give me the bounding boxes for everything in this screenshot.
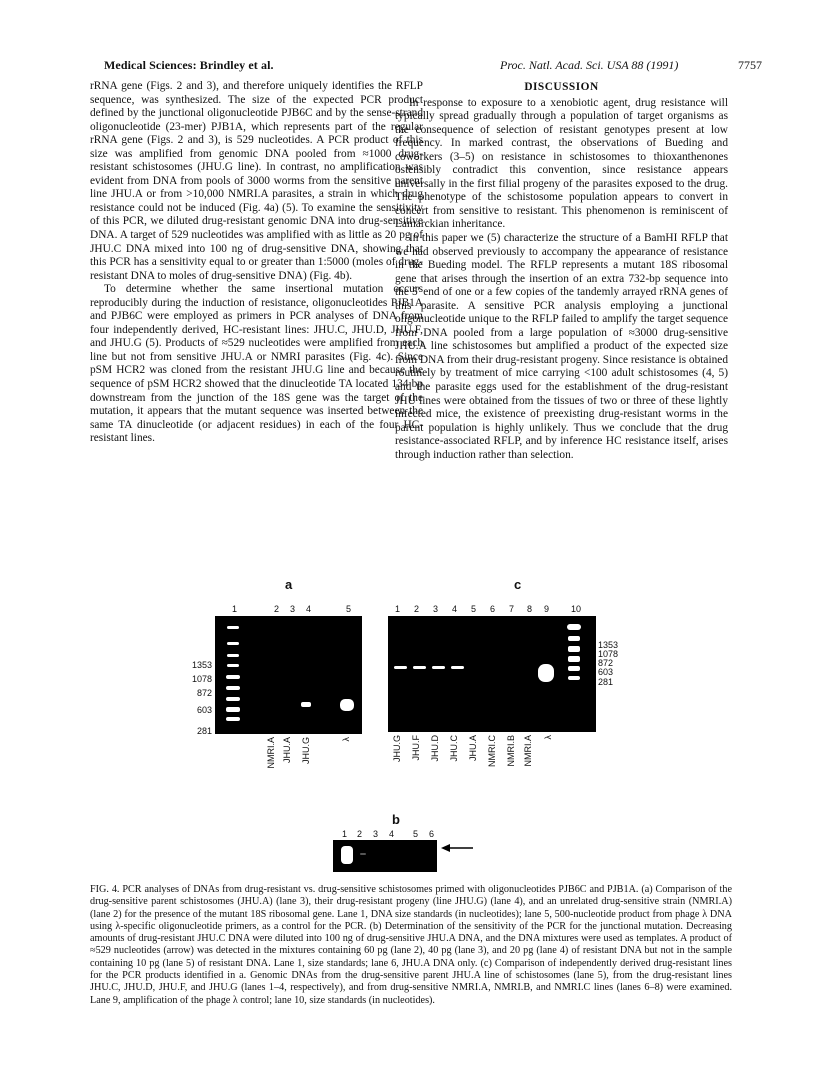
- gel-band: [432, 666, 445, 669]
- arrow-icon: [441, 842, 475, 854]
- gel-band: [567, 624, 581, 630]
- gel-band: [227, 654, 239, 657]
- ladder-label: 1078: [598, 649, 619, 659]
- panel-a-sample-labels: [222, 737, 372, 797]
- lane-number: 5: [471, 604, 477, 614]
- lane-number: 4: [389, 829, 395, 839]
- gel-band: [340, 699, 354, 711]
- gel-band: [451, 666, 464, 669]
- panel-c-lane-numbers: [393, 604, 613, 616]
- lane-number: 7: [509, 604, 515, 614]
- gel-band: [227, 664, 239, 667]
- sample-label: JHU.A: [468, 735, 478, 762]
- lane-number: 4: [452, 604, 458, 614]
- panel-a-label: a: [285, 577, 293, 592]
- panel-b-label: b: [392, 812, 400, 827]
- panel-a-size-ladder: [168, 660, 212, 740]
- sample-label: JHU.F: [411, 735, 421, 761]
- ladder-label: 281: [196, 726, 212, 736]
- ladder-label: 1353: [598, 640, 619, 650]
- gel-band: [413, 666, 426, 669]
- gel-image-c: [388, 616, 596, 732]
- panel-c-size-ladder: [598, 640, 648, 690]
- gel-band: [568, 656, 580, 662]
- gel-band: [226, 717, 240, 721]
- ladder-label: 281: [598, 677, 614, 687]
- figure-caption: FIG. 4. PCR analyses of DNAs from drug-resistant vs. drug-sensitive schistosomes primed with oligonucleotides PJB6C and PJB1A. (a) Comparison of the drug-sensitive parent schistosomes (JHU.A) (lane 3), their drug-resistant progeny (line JHU.G) (lane 4), and an unrelated drug-sensitive strain (NMRI.A) (lane 2) for the presence of the mutant 18S ribosomal gene. Lane 1, DNA size standards (in nucleotides); lane 5, 500-nucleotide product from phage λ DNA using λ-specific oligonucleotide primers, as a control for the PCR. (b) Determination of the sensitivity of the PCR for the junctional mutation. Decreasing amounts of drug-resistant JHU.C DNA were diluted into 100 ng of drug-sensitive JHU.A DNA, and the DNA mixtures were used as templates. A product of ≈529 nucleotides (arrow) was detected in the mixtures containing 60 pg (lane 2), 40 pg (lane 3), and 20 pg (lane 4) of resistant DNA but not in the sample containing 10 pg (lane 5) of resistant DNA. Lane 1, size standards; lane 6, JHU.A DNA only. (c) Comparison of independently derived drug-resistant lines for the PCR products identified in a. Genomic DNAs from the drug-sensitive parent JHU.A line of schistosomes (lane 5), from the drug-resistant lines JHU.C, JHU.D, JHU.F, and JHU.G (lanes 1–4, respectively), and from drug-sensitive NMRI.A, NMRI.B, and NMRI.C lines (lanes 6–8) were examined. Lane 9, amplification of the phage λ control; lane 10, size standards (in nucleotides).: [90, 884, 732, 1006]
- ladder-label: 872: [598, 658, 614, 668]
- gel-band: [568, 646, 580, 652]
- page-number: 7757: [738, 58, 762, 72]
- gel-band: [394, 666, 407, 669]
- panel-c-sample-labels: [390, 735, 590, 797]
- ladder-label: 1078: [191, 674, 212, 684]
- sample-label: JHU.G: [301, 737, 311, 764]
- sample-label: JHU.C: [449, 735, 459, 762]
- gel-band: [226, 686, 240, 690]
- running-header-section: Medical Sciences: Brindley et al.: [104, 58, 274, 72]
- lane-number: 1: [232, 604, 238, 614]
- ladder-label: 603: [196, 705, 212, 715]
- lane-number: 2: [357, 829, 363, 839]
- lane-number: 10: [571, 604, 582, 614]
- sample-label: JHU.A: [282, 737, 292, 764]
- lane-number: 5: [346, 604, 352, 614]
- sample-label: NMRI.C: [487, 735, 497, 767]
- lane-number: 1: [395, 604, 401, 614]
- gel-band: [341, 846, 353, 864]
- sample-label: λ: [341, 737, 351, 742]
- journal-citation: Proc. Natl. Acad. Sci. USA 88 (1991): [500, 58, 679, 72]
- lane-number: 6: [490, 604, 496, 614]
- lane-number: 4: [306, 604, 312, 614]
- sample-label: NMRI.A: [523, 735, 533, 767]
- gel-band: [301, 702, 311, 707]
- lane-number: 3: [290, 604, 296, 614]
- right-paragraph-1: In response to exposure to a xenobiotic agent, drug resistance will typically spread gradually through a population of target organisms as the consequence of selection of resistant genotypes present at low frequency. In marked contrast, the observations of Bueding and coworkers (3–5) on resistance in schistosomes to thioxanthenones ostensibly contradict this convention, since resistance appears universally in the first filial progeny of the parasites exposed to the drug. The phenotype of the schistosome population appears to convert in concert from sensitive to resistant. This phenomenon is reminiscent of Lamarckian inheritance.: [395, 96, 728, 231]
- gel-band: [568, 666, 580, 671]
- discussion-heading: DISCUSSION: [524, 81, 599, 93]
- gel-band: [360, 853, 366, 855]
- left-column: [90, 80, 423, 446]
- panel-a-lane-numbers: [222, 604, 372, 616]
- right-paragraph-2: In this paper we (5) characterize the structure of a BamHI RFLP that we had observed previously to accompany the appearance of resistance in the Bueding model. The RFLP represents a mutant 18S ribosomal gene that arises through the insertion of an extra 732-bp sequence into the 5′ end of one or a few copies of the tandemly arrayed rRNA genes of this parasite. A sensitive PCR analysis employing a junctional oligonucleotide unique to the RFLP failed to amplify the target sequence from DNA pooled from a large population of ≈3000 drug-sensitive JHU.A line schistosomes but amplified a product of the expected size from DNA from their drug-resistant progeny. Since resistance is obtained routinely by treatment of mice carrying <100 adult schistosomes (4, 5) and the parasite eggs used for the establishment of the drug-resistant JHU lines were obtained from the tissues of two or three of these lightly infected mice, the existence of preexisting drug-resistant worms in the parent population is highly unlikely. Thus we conclude that the drug resistance-associated RFLP, and by inference HC resistance itself, arises through induction rather than selection.: [395, 232, 728, 461]
- left-paragraph-1: rRNA gene (Figs. 2 and 3), and therefore uniquely identifies the RFLP sequence, was synthesized. The size of the expected PCR product defined by the junctional oligonucleotide PJB6C and by the sense-strand oligonucleotide (23-mer) PJB1A, which represents part of the regular rRNA gene (Figs. 2 and 3), is 529 nucleotides. A PCR product of this size was amplified from genomic DNA pooled from ≈1000 drug-resistant schistosomes (JHU.G line). In contrast, no amplification was evident from DNA from pools of 3000 worms from the sensitive parent line JHU.A or from >10,000 NMRI.A parasites, a strain in which drug resistance could not be induced (Fig. 4a) (5). To examine the sensitivity of this PCR, we diluted drug-resistant genomic DNA into drug-sensitive DNA. A target of 529 nucleotides was amplified with as little as 20 pg of JHU.C DNA mixed into 100 ng of drug-sensitive DNA, showing that this PCR has a sensitivity equal to or greater than 1:5000 (moles of drug-resistant DNA to moles of drug-sensitive DNA) (Fig. 4b).: [90, 80, 423, 282]
- lane-number: 2: [414, 604, 420, 614]
- lane-number: 1: [342, 829, 348, 839]
- sample-label: JHU.G: [392, 735, 402, 762]
- lane-number: 3: [373, 829, 379, 839]
- lane-number: 2: [274, 604, 280, 614]
- gel-band: [227, 642, 239, 645]
- gel-image-a: [215, 616, 362, 734]
- gel-band: [568, 676, 580, 680]
- sample-label: JHU.D: [430, 735, 440, 762]
- ladder-label: 1353: [191, 660, 212, 670]
- sample-label: λ: [543, 735, 553, 740]
- gel-band: [227, 626, 239, 629]
- lane-number: 9: [544, 604, 550, 614]
- sample-label: NMRI.A: [266, 737, 276, 769]
- gel-band: [226, 697, 240, 701]
- gel-image-b: [333, 840, 437, 872]
- right-column: [395, 80, 728, 462]
- gel-band: [568, 636, 580, 641]
- gel-band: [226, 707, 240, 712]
- gel-band: [538, 664, 554, 682]
- sample-label: NMRI.B: [506, 735, 516, 767]
- ladder-label: 603: [598, 667, 614, 677]
- gel-band: [226, 675, 240, 679]
- lane-number: 5: [413, 829, 419, 839]
- lane-number: 3: [433, 604, 439, 614]
- lane-number: 6: [429, 829, 435, 839]
- left-paragraph-2: To determine whether the same insertional mutation occurs reproducibly during the induction of resistance, oligonucleotides PJB1A and PJB6C were employed as primers in PCR analyses of DNA from four independently derived, HC-resistant lines: JHU.C, JHU.D, JHU.F, and JHU.G (5). Products of ≈529 nucleotides were amplified from each line but not from sensitive JHU.A or NMRI parasites (Fig. 4c). Since pSM HCR2 was cloned from the resistant JHU.G line and because the sequence of pSM HCR2 showed that the dinucleotide TA located 134 bp downstream from the junction of the 18S gene was the target of the mutation, it appears that the mutant sequence was inserted between the same TA dinucleotide (or adjacent residues) in each of the four HC-resistant lines.: [90, 283, 423, 445]
- lane-number: 8: [527, 604, 533, 614]
- panel-c-label: c: [514, 577, 522, 592]
- ladder-label: 872: [196, 688, 212, 698]
